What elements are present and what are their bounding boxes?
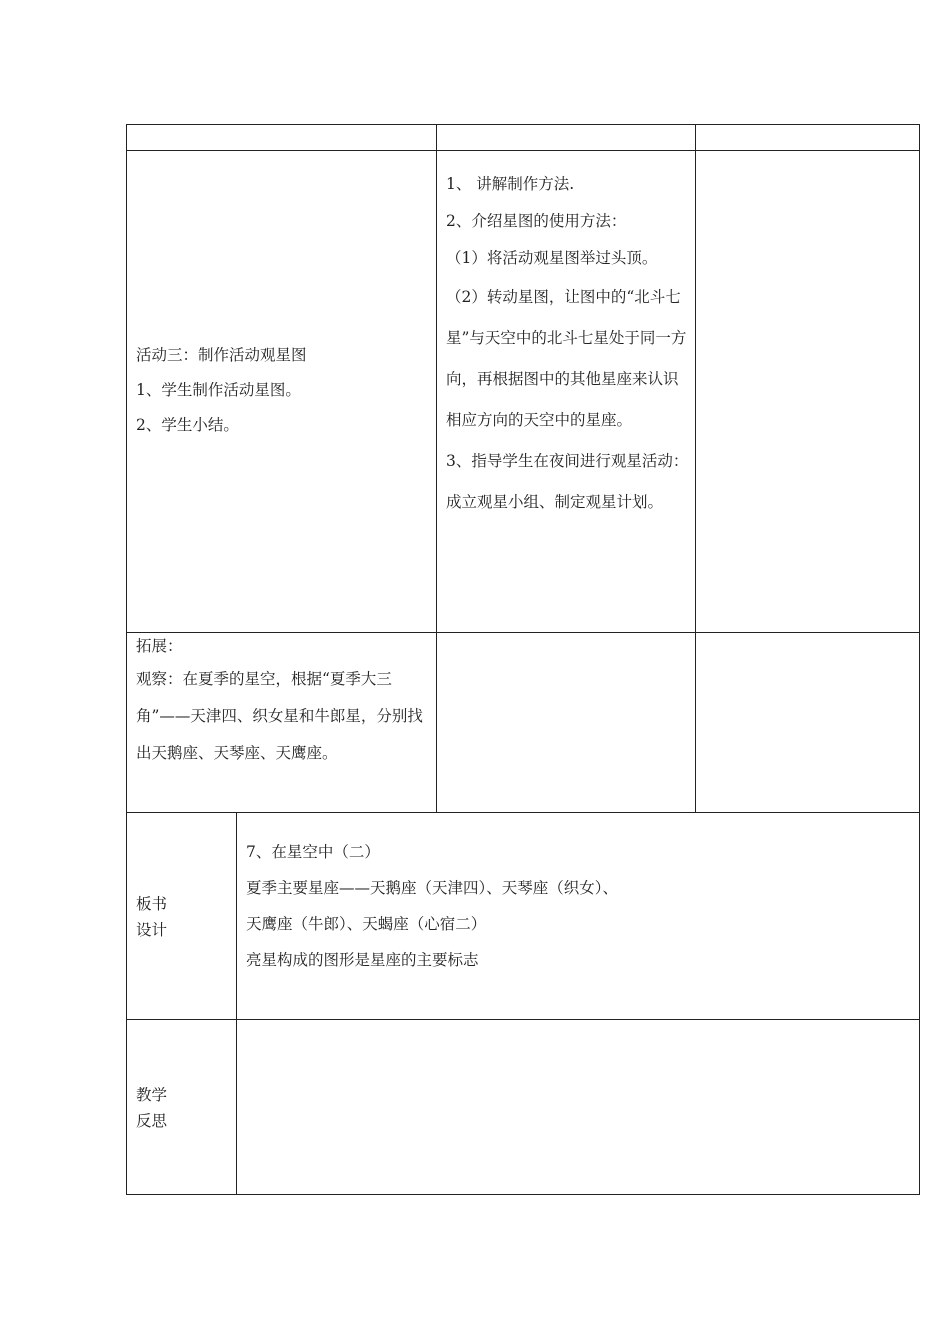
board-design-content [246,834,906,978]
activity-item: 1、学生制作活动星图。 [136,381,301,399]
table-border [126,1019,920,1020]
table-border [126,150,920,151]
table-border [236,812,237,1195]
table-border [126,812,920,813]
table-border [436,124,437,813]
student-activity-cell [136,338,431,443]
teaching-reflection-label [136,1082,167,1134]
label-line: 教学 [136,1086,168,1104]
activity-title: 活动三：制作活动观星图 [136,346,307,364]
table-border [695,124,696,813]
teacher-item: 1、 讲解制作方法. [446,175,575,193]
label-line: 板书 [136,895,168,913]
board-line: 7、在星空中（二） [246,843,380,861]
board-line: 亮星构成的图形是星座的主要标志 [246,951,479,969]
board-line: 天鹰座（牛郎）、天蝎座（心宿二） [246,915,487,933]
extension-text: 观察：在夏季的星空，根据“夏季大三角”——天津四、织女星和牛郎星，分别找出天鹅座、天琴座、天鹰座。 [136,670,423,762]
board-design-label [136,891,167,943]
extension-cell [136,632,432,772]
table-border [126,124,127,1195]
table-border [919,124,920,1195]
board-line: 夏季主要星座——天鹅座（天津四）、天琴座（织女）、 [246,879,619,897]
extension-label: 拓展： [136,637,183,655]
teacher-item: 2、介绍星图的使用方法： [446,212,627,230]
teacher-subitem: （2）转动星图，让图中的“北斗七星”与天空中的北斗七星处于同一方向，再根据图中的其他星座来认识相应方向的天空中的星座。 [446,288,687,429]
table-border [126,124,920,125]
activity-item: 2、学生小结。 [136,416,239,434]
teacher-activity-cell [446,166,690,523]
teacher-item: 3、指导学生在夜间进行观星活动：成立观星小组、制定观星计划。 [446,452,689,511]
table-border [126,1194,920,1195]
label-line: 设计 [136,921,168,939]
teacher-subitem: （1）将活动观星图举过头顶。 [446,249,658,267]
label-line: 反思 [136,1112,168,1130]
